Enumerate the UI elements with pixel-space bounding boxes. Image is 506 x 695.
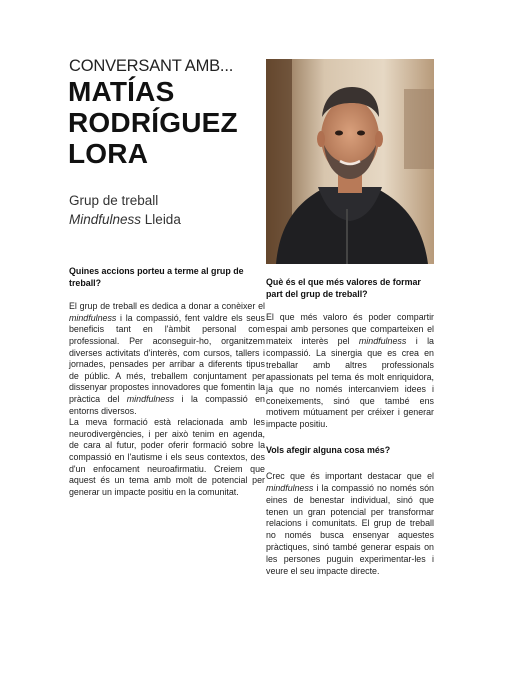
question-3: Vols afegir alguna cosa més?: [266, 445, 391, 456]
name-line: LORA: [68, 138, 149, 169]
interviewee-name: [68, 76, 238, 169]
answer-3: [266, 471, 434, 578]
answer-emphasis: mindfulness: [126, 393, 175, 404]
portrait-photo: [266, 59, 434, 264]
portrait-illustration: [266, 59, 434, 264]
question-2: Què és el que més valores de formar part del grup de treball?: [266, 277, 421, 299]
answer-text: i la compassió. La sinergia que es crea en treballar amb altres professionals apassionats pel tema és molt enriquidora, ja que no només intercanviem idees i coneixements, sinó que també ens motivem mútuament per créixer i generar impacte positiu.: [266, 336, 434, 430]
answer-emphasis: mindfulness: [358, 336, 407, 346]
name-line: MATÍAS: [68, 76, 175, 107]
question-1: Quines accions porteu a terme al grup de treball?: [69, 266, 244, 288]
answer-emphasis: mindfulness: [266, 482, 314, 493]
group-line-2: [69, 210, 181, 229]
group-line-1: Grup de treball: [69, 193, 159, 208]
answer-text: El que més valoro és poder compartir espai amb persones que comparteixen el mateix interès pel: [266, 312, 434, 346]
answer-emphasis: mindfulness: [69, 312, 117, 323]
interview-kicker: CONVERSANT AMB...: [69, 57, 234, 75]
group-italic: Mindfulness: [69, 212, 142, 227]
right-column: [266, 277, 434, 578]
answer-1-paragraph-1: [69, 301, 265, 417]
name-line: RODRÍGUEZ: [68, 107, 238, 138]
answer-1-paragraph-2: La meva formació està relacionada amb les neurodivergències, i per això tenim en agenda, de cara al futur, poder oferir formació sobre la compassió en l'autisme i els seus contextos, des d'un enfocament neuroafirmatiu. Creiem que aquest és un tema amb molt de potencial per generar un impacte positiu en la comunitat.: [69, 417, 265, 497]
answer-2: [266, 312, 434, 431]
answer-text: i la compassió, fent valdre els seus beneficis tant en l'àmbit personal com professional. Per aconseguir-ho, organitzem diverses activitats d'interès, com cursos, tallers i jornades, pensades per arribar a diferents tipus de públic. A més, treballem conjuntament per dissenyar propostes innovadores que fomentin la pràctica del: [69, 312, 265, 404]
answer-text: i la compassió no només són eines de benestar individual, sinó que tenen un gran potencial per transformar relacions i comunitats. El grup de treball no només busca ensenyar aquestes pràctiques, sinó també generar espais on les persones puguin experimentar-les i veure el seu impacte directe.: [266, 482, 434, 577]
answer-text: i la compassió en entorns diversos.: [69, 393, 265, 416]
working-group-label: [69, 191, 181, 229]
answer-text: Crec que és important destacar que el: [266, 470, 434, 481]
left-column: [69, 266, 265, 498]
answer-text: El grup de treball es dedica a donar a conèixer el: [69, 301, 265, 312]
group-rest: Lleida: [141, 212, 181, 227]
